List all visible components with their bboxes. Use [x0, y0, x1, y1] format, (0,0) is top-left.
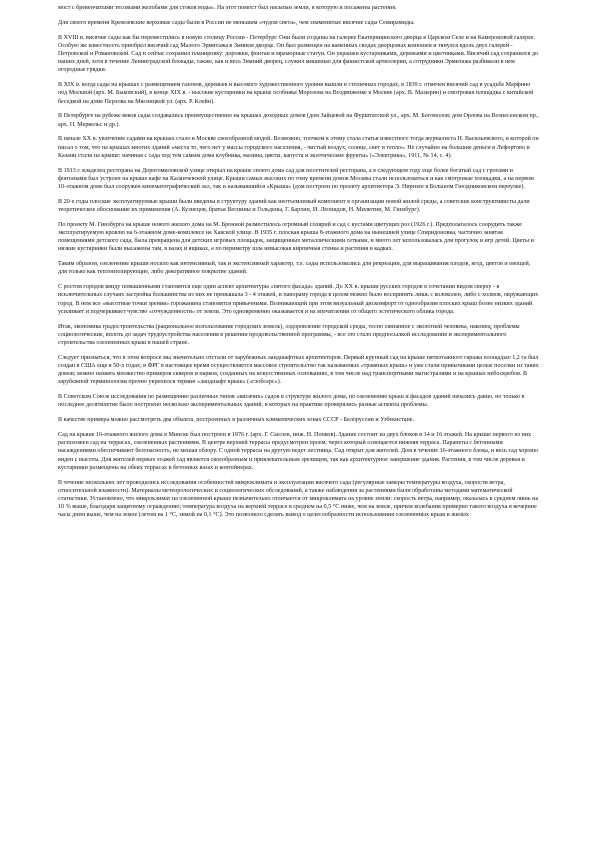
paragraph-9: По проекту М. Гинзбурга на крыше нового жилого дома на М. Бронной разместилось огромный солярий и сад с кустами цветущих роз (1926 г.). Предполагалось соорудить также эксплуатируемую кровлю на 6-этажном доме-комплексе на Хавской улице. В 1935 г. плоская крыша 8-этажного дома на нынешней улице Спиридоновка, частично занятая помещениями детского сада, была превращена для детских игровых площадок, защищенных металлическими сетками, и много лет использовалась для прогулок и игр детей. Цветы и низкие кустарники были высажены там, в вазах и ящиках, а по периметру шла невысокая кирпичная стенка и растения в кадках. [58, 221, 534, 253]
paragraph-6: В начале XX в. увлечение садами на крышах стало в Москве своеобразной модой. Возможно, толчком к этому стала статья известного тогда журналиста Н. Васильевского, в которой он писал о том, что на крышах многих зданий «места то, чего нет у массы городского населения, - чистый воздух, солнце, свет и тепло». Не случайно на большие деньги в Лефортово и Казани стали на крыше: начиная с сада под тем самым дома клубника, малина, цветы, капуста и экзотические фрукты» («Электрика», 1911, № 14, с. 4). [58, 136, 539, 159]
paragraph-11: С ростом городов ввиду повышенными становятся еще один аспект архитектуры «пятого фасада» зданий. До XX в. крыши русских городов в сочетании видом сверху - в исключительных случаях застройка большинства из них не превышала 3 - 4 этажей, и панораму города в целом можно было воспринять лишь с колоколен, либо с холмов, окружающих город. В нем все «высотные точки зрения» горожанина становятся привычными. Возникающий при этом визуальный дискомфорт от однообразия плоских крыш более низких зданий усиливает и подчеркивает чувство «отчужденности» от земли. Это одновременно оказывается и на впечатлении от общего эстетического облика города. [58, 284, 539, 315]
paragraph-5: В Петербурге на рубеже веков сады создавались преимущественно на крышах доходных домов (дом Зайцевой на Фурштатской ул., арх. М. Богомолов; дом Орлова на Вознесенском пр., арх. П. Меркельс и др.). [58, 113, 539, 128]
paragraph-1: мост с бревенчатыми тесовыми желобами для стоков воды». На этот помост был насыпан земли, в которую и посажены растения. [58, 5, 397, 11]
paragraph-4: В XIX в. когда сады на крышах с размещением газонов, деревьев и высокого художественного уровня вышли в столичных городах, в 1839 г. отмечен висячий сад в усадьбе Марфино под Москвой (арх. М. Быковский), в конце XIX в. - высокие кустарники на крыше особняка Морозова на Воздвиженке в Москве (арх. В. Мазырин) и смотровая площадка с китайской беседкой на доме Перлова на Мясницкой ул. (арх. Р. Клейн). [58, 82, 534, 105]
paragraph-15: В качестве примера можно рассмотреть два объекта, построенных в различных климатических зонах СССР - Белоруссии и Узбекистане. [58, 417, 414, 424]
paragraph-8: В 20-е годы плоские эксплуатируемые крыши были введены в структуру зданий как неотъемлемый компонент в организации новой жилой среды, а советские конструктивисты дали теоретическое обоснование их применения (А. Кузнецов, братья Веснины и Гольдены, Г. Бархин, И. Леонидов, Н. Милютин, М. Гинзбург). [58, 198, 530, 214]
paragraph-3: В XVIII в. висячие сады как бы переместились в новую столицу России - Петербург. Они были созданы на галерее Екатерининского дворца в Царском Селе и на Камероновой галерее. Особую же известность приобрел висячий сад Малого Эрмитажа в Зимнем дворце. Он был размещен на каменных сводах дворцовых конюшен и тянулся вдоль двух галерей - Петровской и Романовской. Сад и сейчас сохранил планировку: дорожки, фонтан и мраморные статуи. Он украшен кустарниками, деревьями и цветниками. Висячий сад сохранился до наших дней, хотя в течение Ленинградской блокады, также, как и весь Зимний дворец, служил мишенью для фашистской артиллерии, а сотрудники Эрмитажа разбивали в нем огородные грядки. [58, 34, 539, 74]
document-page [58, 4, 539, 526]
paragraph-13: Следует признаться, что в этом вопросе мы значительно отстали от зарубежных ландшафтных архитекторов. Первый крупный сад на крыше пятиэтажного гаража площадью 1,2 га был создан в США еще в 50-х годах; в ФРГ в настоящее время осуществляется массовое строительство так называемых «травяных крыш» и уже стали привычными целые поселки из таких домов; можно назвать множество примеров скверов и парков, созданных на искусственных основаниях, в том числе над транспортными магистралями и на крышах небоскребов. В зарубежной терминологии прочно укрепился термин «ландшафт крыш» («гэобсерс»). [58, 354, 539, 386]
paragraph-14: В Советском Союзе исследования по размещению различных типов «висячих» садов в структуре жилого дома, по озеленению крыш и фасадов зданий начались давно, но только в последнее десятилетие было построено несколько экспериментальных зданий, в которых на практике проверялись разные аспекты проблемы. [58, 394, 525, 409]
paragraph-16: Сад на крыше 16-этажного жилого дома в Минске был построен в 1976 г. (арх. Г. Сысоев, инж. Н. Попков). Здание состоит из двух блоков в 14 и 16 этажей. На крыше первого из них расположен сад на террасах, озелененных растениями. В центре верхней террасы предусмотрен проем, через который освещается нижняя терраса. Парапеты с бетонными насаждениями обеспечивают безопасность, не мешая обзору. С одной террасы на другую ведет лестница. Сад открыт для жителей. Дом в течение 16-этажного блока, и весь сад хорошо виден с высоты. Для жителей первых этажей сад является своеобразным и привлекательным зрелищем, так как архитектурное завершение здания. Растения, в том числе деревья и кустарники размещены на обеих террасах в бетонных вазах и контейнерах. [58, 432, 539, 471]
paragraph-7: В 1913 г. владелец ресторана на Дорогомиловской улице открыл на крыше своего дома сад для посетителей ресторана, а в следующем году еще более богатый сад с гротами и фонтанами был устроен на крыше кафе на Каланчевской улице. Крыши самых высоких по тому времени домов Москвы стали использоваться и как смотровые площадки, а на первом 10-этажном доме был сооружен кинематографический зал, так и называвшийся «Крыша» (дом построен по проекту архитектора Э. Нирнзее в Большом Гнездниковском переулке). [58, 167, 534, 191]
paragraph-2: Для своего времени Кремлевские верховые сады были в России не меньшим «чудом света», чем знаменитые висячие сады Семирамиды. [58, 19, 415, 26]
paragraph-17: В течение нескольких лет проводились исследования особенностей микроклимата и эксплуатации висячего сада (регулярные замеры температуры воздуха, скорости ветра, относительной влажности). Материалы метеорологических и социологических обследований, а также наблюдения за растениями были обработаны методами математической статистики. Установлено, что микроклимат на озелененной крыше незначительно отличается от микроклимата на уровне земли: скорость ветра, например, оказалась в среднем лишь на 10 % выше, благодаря защитному ограждению; температура воздуха на верхней террасе в среднем на 0,5 °С ниже, чем на земле, причем колебания примерно такого воздуха в вечерние часы днем выше, чем на земле (летом на 1 °С, зимой на 0,1 °С). Это позволило сделать вывод о целесообразности использования озелененных крыш в жилых [58, 479, 539, 519]
paragraph-10: Таким образом, озеленение крыши носило как интенсивный, так и экстенсивный характер, т.е. сады использовались для рекреации, для выращивания плодов, ягод, цветов и овощей, для только как теплоизолирующие, либо декоративное покрытие зданий. [58, 261, 531, 276]
paragraph-12: Итак, экономика градостроительства (рациональное использование городских земель), оздоровление городской среды, тесно связанное с экологией человека, наконец, проблемы социологические, вплоть до задач трудоустройства населения в решении продовольственной программы, - все это стало предпосылкой исследования и экспериментального строительства озелененных крыш в нашей стране. [58, 323, 520, 347]
